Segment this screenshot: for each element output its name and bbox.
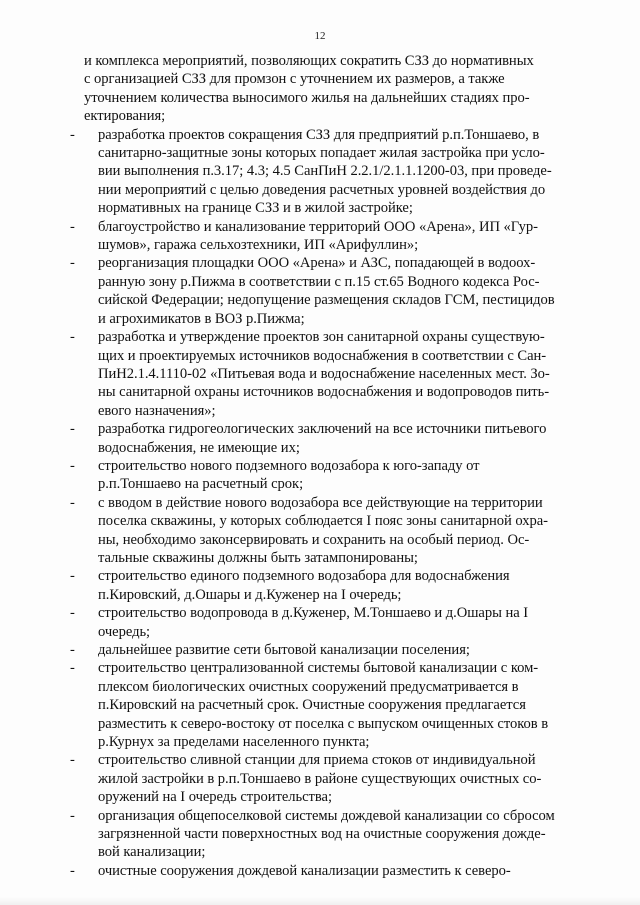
page-number: 12 bbox=[314, 30, 326, 42]
line-text: жилой застройки в р.п.Тоншаево в районе существующих очистных со- bbox=[98, 770, 542, 787]
list-item bbox=[70, 567, 584, 604]
text-line bbox=[84, 475, 584, 493]
line-text: евого назначения»; bbox=[98, 402, 216, 419]
list-item bbox=[70, 126, 584, 218]
list-dash: - bbox=[70, 642, 75, 658]
list-item bbox=[70, 457, 584, 494]
text-line bbox=[70, 659, 584, 677]
text-line bbox=[70, 254, 584, 272]
line-text: и агрохимикатов в ВОЗ р.Пижма; bbox=[98, 310, 305, 327]
list-dash: - bbox=[70, 329, 75, 346]
line-text: ранную зону р.Пижма в соответствии с п.15 ст.65 Водного кодекса Рос- bbox=[98, 273, 540, 290]
text-line bbox=[84, 107, 584, 125]
text-line bbox=[70, 751, 584, 769]
list-dash: - bbox=[70, 605, 75, 622]
list-item bbox=[70, 862, 584, 880]
text-line bbox=[70, 567, 584, 585]
list-item bbox=[70, 659, 584, 751]
text-line bbox=[84, 162, 584, 180]
line-text: строительство сливной станции для приема стоков от индивидуальной bbox=[98, 752, 536, 769]
text-line bbox=[84, 70, 584, 88]
list-dash: - bbox=[70, 752, 75, 769]
list-dash: - bbox=[70, 218, 75, 235]
text-line bbox=[84, 310, 584, 328]
document-body bbox=[70, 52, 584, 880]
list-item bbox=[70, 494, 584, 568]
text-line bbox=[84, 788, 584, 806]
line-text: санитарно-защитные зоны которых попадает жилая застройка при усло- bbox=[98, 145, 545, 162]
text-line bbox=[70, 494, 584, 512]
list-item bbox=[70, 218, 584, 255]
line-text: загрязненной части поверхностных вод на очистные сооружения дожде- bbox=[98, 826, 546, 843]
list-item bbox=[70, 420, 584, 457]
line-text: ектирования; bbox=[84, 108, 166, 125]
text-line bbox=[84, 144, 584, 162]
line-text: с вводом в действие нового водозабора все действующие на территории bbox=[98, 494, 543, 511]
text-line bbox=[84, 512, 584, 530]
list-dash: - bbox=[70, 862, 75, 879]
list-dash: - bbox=[70, 660, 75, 677]
line-text: вой канализации; bbox=[98, 844, 206, 861]
list-dash: - bbox=[70, 494, 75, 511]
list-dash: - bbox=[70, 807, 75, 824]
line-text: тальные скважины должны быть затампонированы; bbox=[98, 549, 418, 566]
line-text: щих и проектируемых источников водоснабжения в соответствии с Сан- bbox=[98, 347, 547, 364]
line-text: дальнейшее развитие сети бытовой канализации поселения; bbox=[98, 642, 470, 658]
text-line bbox=[84, 273, 584, 291]
list-item bbox=[70, 604, 584, 641]
line-text: шумов», гаража сельхозтехники, ИП «Арифуллин»; bbox=[98, 237, 419, 254]
list-item bbox=[70, 328, 584, 420]
line-text: плексом биологических очистных сооружений предусматривается в bbox=[98, 678, 519, 695]
line-text: очистные сооружения дождевой канализации разместить к северо- bbox=[98, 862, 511, 879]
text-line bbox=[70, 218, 584, 236]
list-dash: - bbox=[70, 126, 75, 143]
list-dash: - bbox=[70, 457, 75, 474]
list-item bbox=[70, 807, 584, 862]
line-text: строительство нового подземного водозабора к юго-западу от bbox=[98, 457, 480, 474]
line-text: строительство централизованной системы бытовой канализации с ком- bbox=[98, 660, 539, 677]
text-line bbox=[84, 89, 584, 107]
text-line bbox=[84, 715, 584, 733]
line-text: с организацией СЗЗ для промзон с уточнением их размеров, а также bbox=[84, 71, 505, 88]
list-item bbox=[70, 254, 584, 328]
line-text: нии мероприятий с целью доведения расчетных уровней воздействия до bbox=[98, 181, 546, 198]
text-line bbox=[84, 236, 584, 254]
line-text: ны санитарной охраны источников водоснабжения и водопроводов пить- bbox=[98, 384, 550, 401]
text-line bbox=[84, 52, 584, 70]
line-text: сийской Федерации; недопущение размещения складов ГСМ, пестицидов bbox=[98, 292, 555, 309]
text-line bbox=[84, 531, 584, 549]
text-line bbox=[70, 126, 584, 144]
text-line bbox=[84, 365, 584, 383]
text-line bbox=[84, 439, 584, 457]
text-line bbox=[84, 696, 584, 714]
scan-shadow bbox=[0, 897, 640, 905]
line-text: ны, необходимо законсервировать и сохранить на особый период. Ос- bbox=[98, 531, 530, 548]
line-text: поселка скважины, у которых соблюдается I пояс зоны санитарной охра- bbox=[98, 513, 548, 530]
line-text: строительство единого подземного водозабора для водоснабжения bbox=[98, 568, 510, 585]
line-text: р.Курнух за пределами населенного пункта; bbox=[98, 734, 370, 751]
line-text: водоснабжения, не имеющие их; bbox=[98, 439, 300, 456]
text-line bbox=[84, 843, 584, 861]
text-line bbox=[84, 733, 584, 751]
line-text: строительство водопровода в д.Куженер, М.Тоншаево и д.Ошары на I bbox=[98, 605, 529, 622]
line-text: и комплекса мероприятий, позволяющих сократить СЗЗ до нормативных bbox=[84, 53, 534, 69]
text-line bbox=[84, 199, 584, 217]
line-text: благоустройство и канализование территорий ООО «Арена», ИП «Гур- bbox=[98, 218, 538, 235]
list-item bbox=[70, 641, 584, 659]
text-line bbox=[84, 549, 584, 567]
line-text: реорганизация площадки ООО «Арена» и АЗС, попадающей в водоох- bbox=[98, 255, 536, 272]
line-text: р.п.Тоншаево на расчетный срок; bbox=[98, 476, 304, 493]
line-text: очередь; bbox=[98, 623, 151, 640]
line-text: разработка и утверждение проектов зон санитарной охраны существую- bbox=[98, 329, 545, 346]
text-line bbox=[70, 457, 584, 475]
line-text: разработка гидрогеологических заключений на все источники питьевого bbox=[98, 421, 547, 438]
text-line bbox=[84, 383, 584, 401]
text-line bbox=[84, 586, 584, 604]
line-text: оружений на I очередь строительства; bbox=[98, 789, 332, 806]
text-line bbox=[70, 328, 584, 346]
line-text: разместить к северо-востоку от поселка с выпуском очищенных стоков в bbox=[98, 715, 549, 732]
line-text: вии выполнения п.3.17; 4.3; 4.5 СанПиН 2.2.1/2.1.1.1200-03, при проведе- bbox=[98, 163, 552, 180]
line-text: разработка проектов сокращения СЗЗ для предприятий р.п.Тоншаево, в bbox=[98, 126, 540, 143]
text-line bbox=[70, 604, 584, 622]
text-line bbox=[84, 347, 584, 365]
line-text: организация общепоселковой системы дождевой канализации со сбросом bbox=[98, 807, 555, 824]
text-line bbox=[70, 641, 584, 659]
text-line bbox=[70, 862, 584, 880]
list-dash: - bbox=[70, 421, 75, 438]
list-dash: - bbox=[70, 255, 75, 272]
text-line bbox=[84, 678, 584, 696]
list-item bbox=[70, 751, 584, 806]
paragraph-continuation bbox=[84, 52, 584, 126]
text-line bbox=[84, 825, 584, 843]
line-text: нормативных на границе СЗЗ и в жилой застройке; bbox=[98, 200, 413, 217]
line-text: ПиН2.1.4.1110-02 «Питьевая вода и водоснабжение населенных мест. Зо- bbox=[98, 365, 550, 382]
line-text: п.Кировский, д.Ошары и д.Куженер на I очередь; bbox=[98, 586, 402, 603]
list-dash: - bbox=[70, 568, 75, 585]
text-line bbox=[70, 420, 584, 438]
line-text: п.Кировский на расчетный срок. Очистные сооружения предлагается bbox=[98, 697, 526, 714]
text-line bbox=[70, 807, 584, 825]
text-line bbox=[84, 770, 584, 788]
text-line bbox=[84, 181, 584, 199]
text-line bbox=[84, 402, 584, 420]
line-text: уточнением количества выносимого жилья на дальнейших стадиях про- bbox=[84, 89, 530, 106]
text-line bbox=[84, 291, 584, 309]
text-line bbox=[84, 623, 584, 641]
